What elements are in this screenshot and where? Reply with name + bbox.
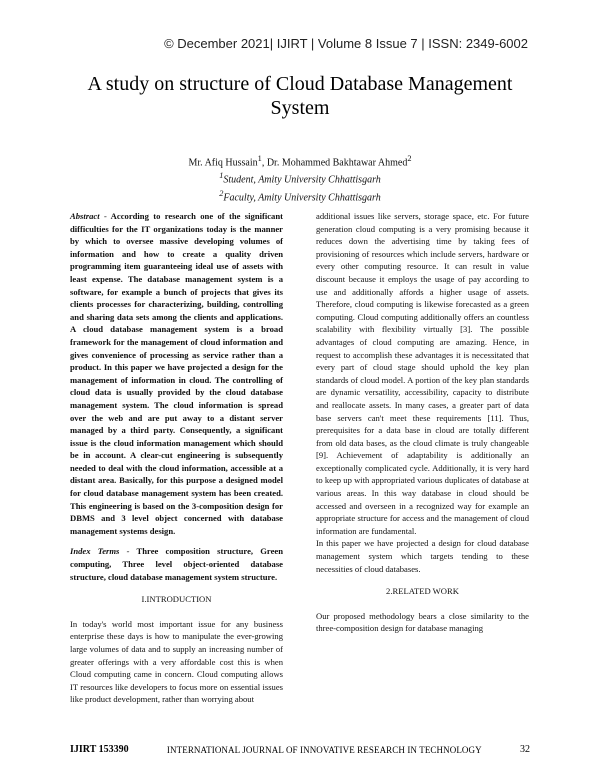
affiliation-2: [70, 187, 530, 204]
affiliation-1: [70, 169, 530, 186]
author-2-name: , Dr. Mohammed Bakhtawar Ahmed: [261, 157, 408, 169]
running-header: © December 2021| IJIRT | Volume 8 Issue 7 | ISSN: 2349-6002: [164, 36, 528, 51]
right-paragraph-1: additional issues like servers, storage space, etc. For future generation cloud computing is a very promising because it reduces down the advertising time by taking fees of provisioning of resources which include servers, hardware or every other computing resource. It can result in value discount because it employs the usage of pay according to use and additionally affords a higher usage of assets. Therefore, cloud computing is likewise forecasted as a green computing. Cloud computing additionally offers an countless scalability with flexibility virtually [3]. The possible advantages of cloud computing are amazing. Hence, in request to accomplish these advantages it is necessitated that every part of cloud stage should uphold the key plan standards of cloud model. A portion of the key plan standards are dynamic versatility, accessibility, capacity to distribute and reallocate assets. In many cases, a greater part of data base servers can't meet these requirements [11]. Thus, prerequisites for a data base in cloud are totally different from old data bases, as the cloud climate is truly changeable [9]. Achievement of adaptability is additionally an exceptionally complicated cycle. Additionally, it is very hard to keep up with appropriated various duplicates of database at various areas. In this way database in cloud should be accessed and overseen in a recognized way for example an appropriate structure for access and the management of cloud information are fundamental.: [316, 211, 529, 536]
right-paragraph-2: In this paper we have projected a design for cloud database management system which targets tending to these necessities of cloud databases.: [316, 538, 529, 574]
author-block: [70, 152, 530, 204]
author-1-name: Mr. Afiq Hussain: [188, 157, 258, 169]
title-line-2: System: [270, 97, 330, 119]
title-line-1: A study on structure of Cloud Database Management: [87, 73, 513, 95]
affiliation-1-text: Student, Amity University Chhattisgarh: [223, 174, 381, 186]
abstract-text: According to research one of the significant difficulties for the IT organizations today is the manner by which to oversee massive developing volumes of information and how to create a quality driven programming item guaranteeing ideal use of assets with least expense. The database management system is a software, for example a bunch of projects that gives its clients processes for characterizing, building, controlling and sharing data sets among the clients and applications. A cloud database management system is a broad framework for the management of cloud information and gives convenience of processing as service rather than a product. In this paper we have projected a design for the management of information in cloud. The controlling of cloud data is usually provided by the cloud database management system. The cloud information is spread over the web and are put away to a distant server managed by a third party. Consequently, a significant issue is the cloud information management which should be in account. A clear-cut engineering is subsequently needed to deal with the cloud information, accessible at a distant area. Basically, for this purpose a designed model for cloud database management system has been created. This engineering is based on the 3-composition design for DBMS and 3 level object concerned with database management systems design.: [70, 211, 283, 536]
footer-page-number: 32: [519, 744, 530, 755]
footer-journal-id: IJIRT 153390: [70, 744, 129, 755]
section-heading-related-work: 2.RELATED WORK: [386, 586, 459, 597]
related-work-paragraph: Our proposed methodology bears a close similarity to the three-composition design for database managing: [316, 610, 529, 634]
affiliation-2-sup: 2: [219, 188, 224, 198]
author-names: [70, 152, 530, 169]
footer-journal-name: INTERNATIONAL JOURNAL OF INNOVATIVE RESEARCH IN TECHNOLOGY: [166, 744, 482, 755]
affiliation-2-text: Faculty, Amity University Chhattisgarh: [223, 191, 381, 203]
right-column: [316, 210, 529, 635]
section-heading-introduction: I.INTRODUCTION: [141, 594, 212, 605]
paper-title: [70, 72, 530, 120]
index-terms-paragraph: [70, 545, 283, 583]
index-terms-label: Index Terms -: [70, 546, 130, 557]
introduction-paragraph: In today's world most important issue for any business enterprise these days is how to manipulate the ever-growing large volumes of data and to supply an increasing number of greater offerings with a very affordable cost this is when Cloud computing came in concern. Cloud computing allows IT resources like developers to focus more on essential issues like product development, rather than worrying about: [70, 618, 283, 705]
index-terms-text: Three composition structure, Green computing, Three level object-oriented database structure, cloud database management system structure.: [70, 546, 283, 582]
abstract-label: Abstract -: [70, 211, 107, 221]
left-column: [70, 210, 283, 706]
abstract-paragraph: [70, 210, 283, 537]
author-1-sup: 1: [257, 154, 262, 163]
affiliation-1-sup: 1: [219, 171, 224, 181]
author-2-sup: 2: [407, 154, 412, 163]
page-footer: [70, 744, 530, 755]
